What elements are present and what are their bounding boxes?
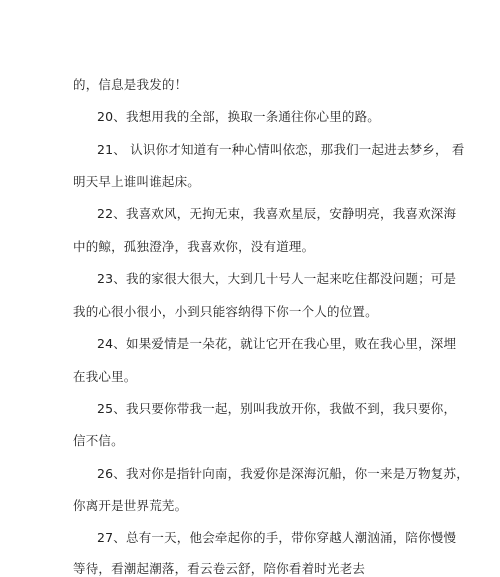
- text-line: 26、我对你是指针向南，我爱你是深海沉船，你一来是万物复苏，: [97, 466, 469, 481]
- text-line: 27、总有一天，他会牵起你的手，带你穿越人潮汹涌，陪你慢慢: [97, 530, 457, 545]
- text-line: 22、我喜欢风，无拘无束，我喜欢星辰，安静明亮，我喜欢深海: [97, 206, 457, 221]
- text-line: 我的心很小很小，小到只能容纳得下你一个人的位置。: [73, 304, 378, 319]
- text-line: 20、我想用我的全部，换取一条通往你心里的路。: [97, 109, 381, 124]
- text-line: 24、如果爱情是一朵花，就让它开在我心里，败在我心里，深埋: [97, 336, 457, 351]
- text-line: 的，信息是我发的！: [73, 77, 188, 92]
- text-line: 21、 认识你才知道有一种心情叫依恋，那我们一起进去梦乡， 看: [97, 142, 465, 157]
- text-line: 25、我只要你带我一起，别叫我放开你，我做不到，我只要你，: [97, 401, 457, 416]
- text-line: 中的鲸，孤独澄净，我喜欢你，没有道理。: [73, 239, 315, 254]
- text-line: 在我心里。: [73, 369, 137, 384]
- text-line: 你离开是世界荒芜。: [73, 498, 188, 513]
- text-line: 信不信。: [73, 433, 124, 448]
- text-line: 等待，看潮起潮落，看云卷云舒，陪你看着时光老去: [73, 561, 366, 576]
- text-line: 明天早上谁叫谁起床。: [73, 174, 201, 189]
- text-line: 23、我的家很大很大，大到几十号人一起来吃住都没问题；可是: [97, 271, 457, 286]
